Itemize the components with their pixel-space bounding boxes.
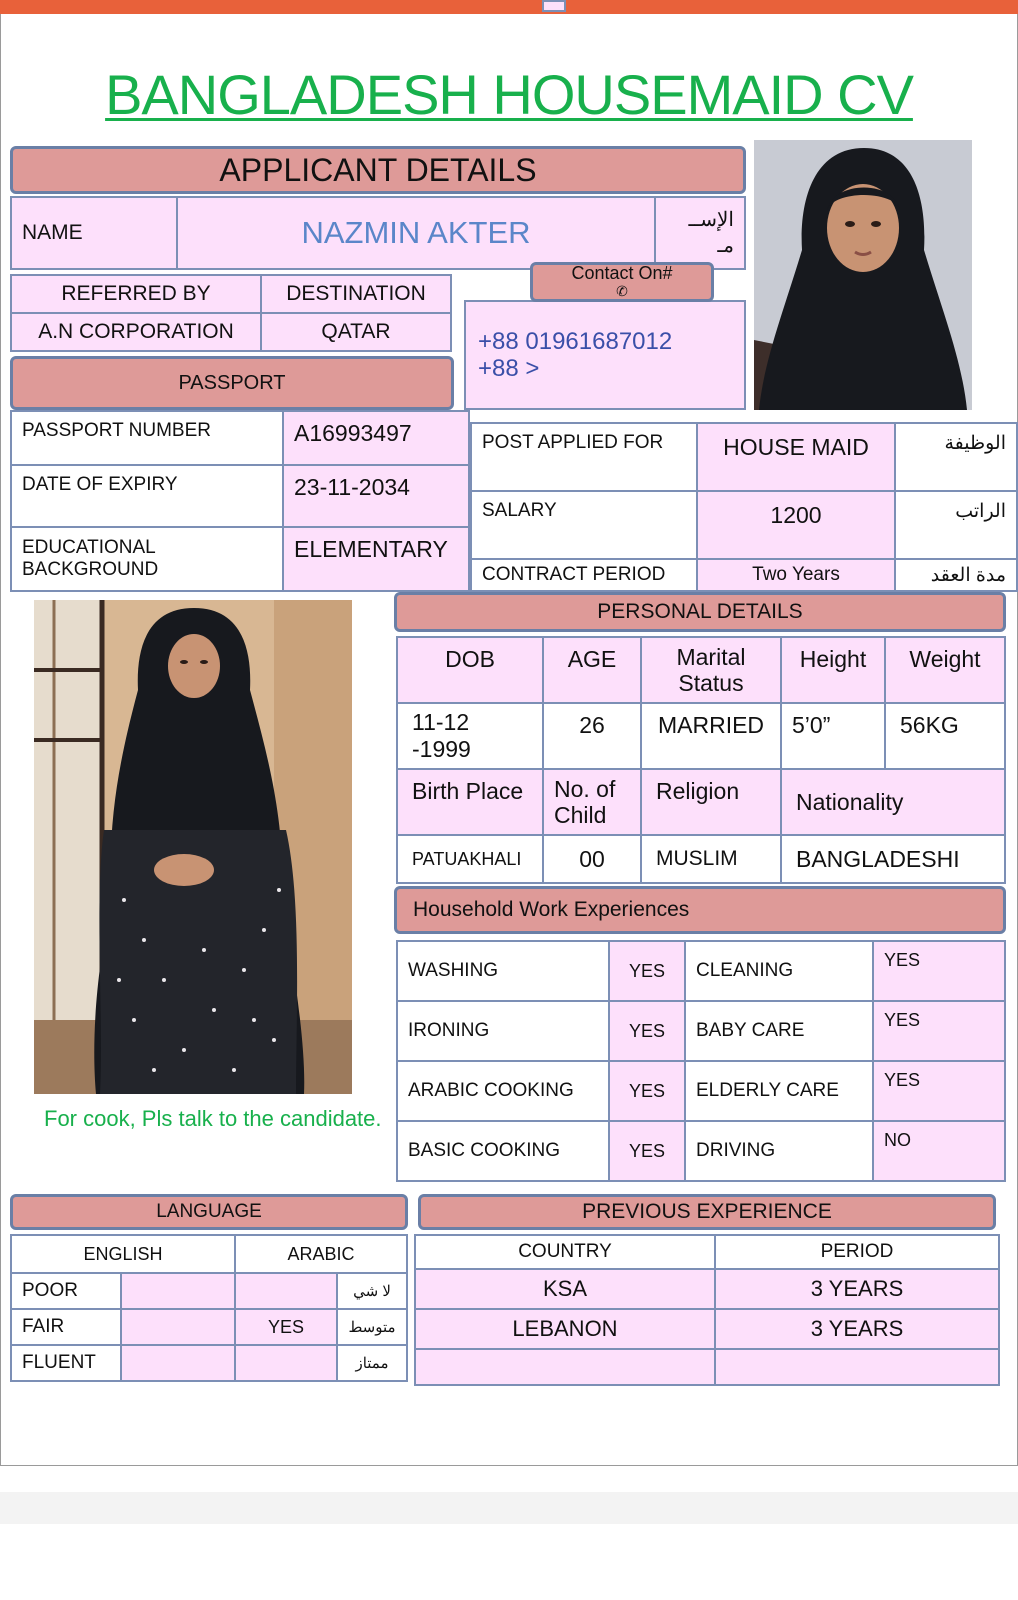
dob-value-line-1: 11-12 — [412, 709, 470, 735]
age-label — [542, 0, 566, 12]
language-english — [120, 1308, 236, 1346]
children-label-line-2: Child — [554, 802, 607, 828]
marital-label — [640, 636, 782, 704]
name-value: NAZMIN AKTER — [176, 196, 656, 270]
household-value: YES — [872, 1000, 1006, 1062]
education-label-line-2: BACKGROUND — [22, 559, 159, 580]
household-skill: ARABIC COOKING — [396, 1060, 610, 1122]
household-value: YES — [872, 1060, 1006, 1122]
full-body-illustration — [34, 600, 352, 1094]
expiry-label: DATE OF EXPIRY — [10, 464, 284, 528]
children-value: 00 — [542, 834, 642, 884]
language-level: POOR — [10, 1272, 122, 1310]
name-arabic-line-2: مـ — [717, 235, 734, 257]
marital-value: MARRIED — [640, 702, 782, 770]
contract-arabic: مدة العقد — [894, 558, 1018, 592]
english-label: ENGLISH — [10, 1234, 236, 1274]
age-value: 26 — [542, 702, 642, 770]
personal-header: PERSONAL DETAILS — [394, 592, 1006, 632]
name-arabic-label — [654, 196, 746, 270]
previous-period: 3 YEARS — [714, 1268, 1000, 1310]
previous-period — [714, 1348, 1000, 1386]
language-arabic-term: متوسط — [336, 1308, 408, 1346]
language-english — [120, 1272, 236, 1310]
marital-label-line-2: Status — [678, 670, 744, 696]
language-arabic — [234, 1344, 338, 1382]
passport-number-value: A16993497 — [282, 410, 470, 466]
weight-label: Weight — [884, 636, 1006, 704]
household-value: YES — [608, 1120, 686, 1182]
language-arabic: YES — [234, 1308, 338, 1346]
phone-icon: ✆ — [616, 283, 628, 299]
household-skill: ELDERLY CARE — [684, 1060, 874, 1122]
household-skill: BABY CARE — [684, 1000, 874, 1062]
name-label: NAME — [10, 196, 178, 270]
household-value: YES — [608, 1000, 686, 1062]
destination-label: DESTINATION — [260, 274, 452, 314]
arabic-label: ARABIC — [234, 1234, 408, 1274]
language-arabic — [234, 1272, 338, 1310]
page-title-text: BANGLADESH HOUSEMAID CV — [105, 63, 913, 126]
dob-value — [396, 702, 544, 770]
contact-label: Contact On# — [571, 263, 673, 283]
household-value: YES — [608, 1060, 686, 1122]
dob-label: DOB — [396, 636, 544, 704]
post-label: POST APPLIED FOR — [470, 422, 698, 492]
language-arabic-term: ممتاز — [336, 1344, 408, 1382]
top-accent-bar — [0, 0, 1018, 14]
religion-value: MUSLIM — [640, 834, 782, 884]
post-arabic: الوظيفة — [894, 422, 1018, 492]
household-skill: BASIC COOKING — [396, 1120, 610, 1182]
contact-phone-2[interactable]: +88 > — [478, 355, 540, 382]
destination-value: QATAR — [260, 312, 452, 352]
weight-value: 56KG — [884, 702, 1006, 770]
post-value: HOUSE MAID — [696, 422, 896, 492]
children-label-line-1: No. of — [554, 776, 616, 802]
period-label: PERIOD — [714, 1234, 1000, 1270]
previous-country — [414, 1348, 716, 1386]
language-level: FLUENT — [10, 1344, 122, 1382]
marital-label-line-1: Marital — [676, 644, 746, 670]
passport-number-label: PASSPORT NUMBER — [10, 410, 284, 466]
name-arabic-line-1: الإســ — [688, 209, 734, 231]
previous-header: PREVIOUS EXPERIENCE — [418, 1194, 996, 1230]
page-title — [0, 62, 1018, 127]
language-english — [120, 1344, 236, 1382]
salary-value: 1200 — [696, 490, 896, 560]
language-level: FAIR — [10, 1308, 122, 1346]
nationality-value: BANGLADESHI — [780, 834, 1006, 884]
previous-period: 3 YEARS — [714, 1308, 1000, 1350]
referred-by-value: A.N CORPORATION — [10, 312, 262, 352]
language-arabic-term: لا شي — [336, 1272, 408, 1310]
age-label-cell: AGE — [542, 636, 642, 704]
expiry-value: 23-11-2034 — [282, 464, 470, 528]
country-label: COUNTRY — [414, 1234, 716, 1270]
previous-country: KSA — [414, 1268, 716, 1310]
nationality-label: Nationality — [780, 768, 1006, 836]
household-skill: IRONING — [396, 1000, 610, 1062]
household-skill: WASHING — [396, 940, 610, 1002]
contract-value: Two Years — [696, 558, 896, 592]
passport-header: PASSPORT — [10, 356, 454, 410]
previous-country: LEBANON — [414, 1308, 716, 1350]
children-label — [542, 768, 642, 836]
contact-phone-1[interactable]: +88 01961687012 — [478, 328, 673, 355]
height-value: 5’0” — [780, 702, 886, 770]
contact-header — [530, 262, 714, 302]
salary-label: SALARY — [470, 490, 698, 560]
household-value: YES — [872, 940, 1006, 1002]
education-label — [10, 526, 284, 592]
birthplace-label: Birth Place — [396, 768, 544, 836]
household-skill: DRIVING — [684, 1120, 874, 1182]
salary-arabic: الراتب — [894, 490, 1018, 560]
birthplace-value: PATUAKHALI — [396, 834, 544, 884]
contract-label: CONTRACT PERIOD — [470, 558, 698, 592]
height-label: Height — [780, 636, 886, 704]
applicant-photo-portrait — [754, 140, 972, 410]
education-label-line-1: EDUCATIONAL — [22, 537, 156, 558]
education-value: ELEMENTARY — [282, 526, 470, 592]
language-header: LANGUAGE — [10, 1194, 408, 1230]
portrait-illustration — [754, 140, 972, 410]
bottom-band — [0, 1492, 1018, 1524]
dob-value-line-2: -1999 — [412, 736, 471, 762]
household-skill: CLEANING — [684, 940, 874, 1002]
referred-by-label: REFERRED BY — [10, 274, 262, 314]
applicant-header: APPLICANT DETAILS — [10, 146, 746, 194]
applicant-photo-full — [34, 600, 352, 1094]
religion-label: Religion — [640, 768, 782, 836]
contact-box — [464, 300, 746, 410]
cook-note: For cook, Pls talk to the candidate. — [44, 1106, 382, 1131]
household-header: Household Work Experiences — [394, 886, 1006, 934]
household-value: YES — [608, 940, 686, 1002]
household-value: NO — [872, 1120, 1006, 1182]
